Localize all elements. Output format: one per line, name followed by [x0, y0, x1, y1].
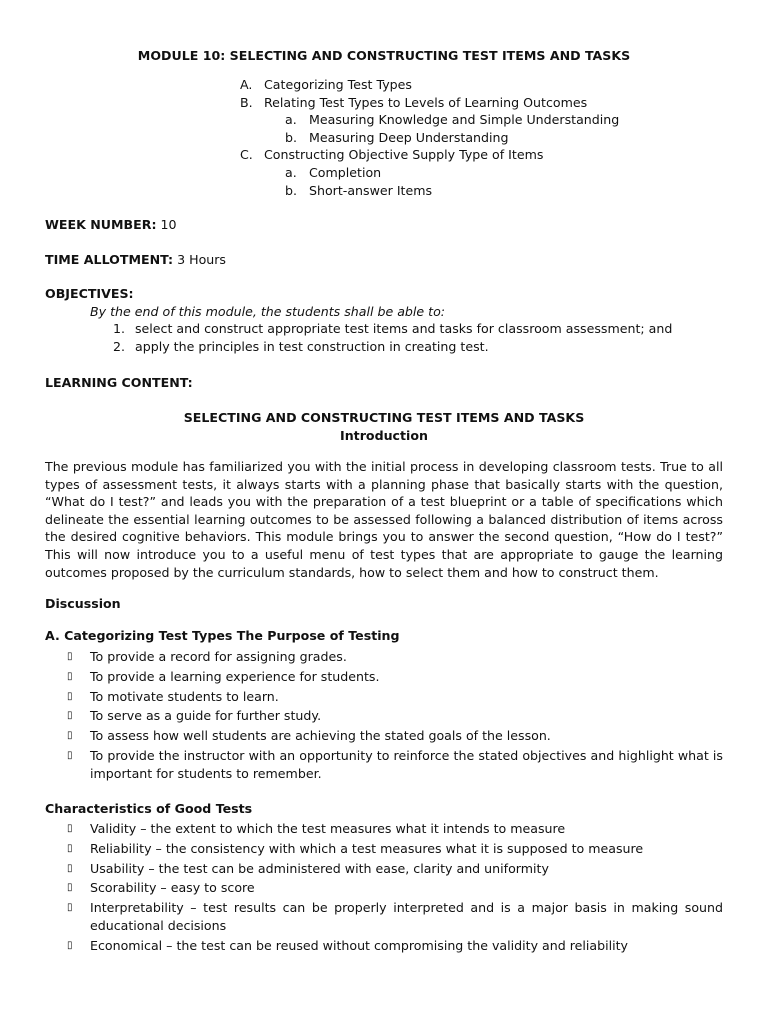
outline-item	[240, 94, 710, 112]
list-item-text: To provide the instructor with an opportunity to reinforce the stated objectives and highlight what is important for students to remember.	[90, 747, 723, 781]
outline-item	[240, 146, 710, 164]
outline-marker: b.	[285, 129, 297, 145]
bullet-icon: ▯	[67, 862, 73, 874]
bullet-icon: ▯	[67, 749, 73, 761]
objective-number: 2.	[113, 338, 126, 354]
outline-marker: a.	[285, 164, 297, 180]
outline-marker: b.	[285, 182, 297, 198]
list-item-text: Reliability – the consistency with which a test measures what it is supposed to measure	[90, 840, 644, 856]
bullet-icon: ▯	[67, 730, 73, 742]
list-item-text: To serve as a guide for further study.	[90, 708, 322, 724]
outline-text: Completion	[309, 164, 382, 180]
objective-number: 1.	[113, 321, 126, 337]
list-item-text: To provide a learning experience for students.	[90, 668, 380, 684]
list-item-text: Economical – the test can be reused without compromising the validity and reliability	[90, 937, 628, 953]
time-allotment-field	[45, 251, 226, 269]
discussion-heading: Discussion	[45, 596, 121, 611]
characteristics-heading: Characteristics of Good Tests	[45, 801, 253, 816]
bullet-icon: ▯	[67, 710, 73, 722]
outline-subitem	[285, 111, 710, 129]
list-item	[45, 899, 723, 934]
bullet-icon: ▯	[67, 670, 73, 682]
list-item	[45, 688, 723, 706]
list-item-text: To provide a record for assigning grades.	[90, 649, 347, 664]
outline-marker: B.	[240, 94, 253, 110]
learning-content-label: LEARNING CONTENT:	[45, 375, 193, 390]
bullet-icon: ▯	[67, 939, 73, 951]
bullet-icon: ▯	[67, 882, 73, 894]
week-number-label: WEEK NUMBER:	[45, 217, 157, 232]
list-item	[45, 727, 723, 745]
objective-item	[45, 320, 723, 338]
objective-text: apply the principles in test construction in creating test.	[135, 338, 489, 354]
time-allotment-label: TIME ALLOTMENT:	[45, 252, 174, 267]
module-title: MODULE 10: SELECTING AND CONSTRUCTING TEST ITEMS AND TASKS	[137, 48, 631, 63]
outline-text: Short-answer Items	[309, 182, 433, 198]
list-item	[45, 860, 723, 878]
list-item-text: Validity – the extent to which the test measures what it intends to measure	[90, 821, 566, 836]
outline-text: Measuring Knowledge and Simple Understanding	[309, 112, 620, 128]
list-item	[45, 937, 723, 955]
week-number-value: 10	[160, 217, 177, 232]
outline-text: Constructing Objective Supply Type of Items	[264, 147, 544, 163]
list-item	[45, 820, 723, 838]
list-item	[45, 668, 723, 686]
bullet-icon: ▯	[67, 902, 73, 914]
list-item	[45, 648, 723, 666]
section-title: SELECTING AND CONSTRUCTING TEST ITEMS AND TASKS	[183, 410, 585, 425]
outline-marker: C.	[240, 147, 253, 163]
objective-item	[45, 338, 723, 356]
characteristics-list	[45, 820, 723, 956]
section-title-block	[45, 409, 723, 444]
purpose-heading: A. Categorizing Test Types The Purpose of Testing	[45, 628, 400, 643]
purpose-list	[45, 648, 723, 784]
list-item-text: To motivate students to learn.	[90, 688, 279, 704]
outline-text: Categorizing Test Types	[264, 77, 412, 92]
objectives-section	[45, 285, 723, 355]
bullet-icon: ▯	[67, 690, 73, 702]
outline-text: Measuring Deep Understanding	[309, 129, 509, 145]
outline-item	[240, 76, 710, 94]
list-item-text: Scorability – easy to score	[90, 880, 255, 896]
outline-subitem	[285, 182, 710, 200]
outline-text: Relating Test Types to Levels of Learning Outcomes	[264, 94, 588, 110]
list-item	[45, 879, 723, 897]
objective-text: select and construct appropriate test items and tasks for classroom assessment; and	[135, 321, 673, 337]
outline-subitem	[285, 164, 710, 182]
bullet-icon: ▯	[67, 651, 73, 662]
week-number-field	[45, 216, 177, 234]
section-subtitle: Introduction	[340, 427, 428, 443]
outline-marker: A.	[240, 77, 253, 92]
objectives-label: OBJECTIVES:	[45, 286, 134, 301]
list-item-text: Interpretability – test results can be properly interpreted and is a major basis in making sound educational decisions	[90, 900, 723, 933]
list-item	[45, 747, 723, 782]
time-allotment-value: 3 Hours	[177, 252, 226, 267]
list-item-text: To assess how well students are achieving the stated goals of the lesson.	[90, 728, 551, 744]
introduction-paragraph: The previous module has familiarized you with the initial process in developing classroom tests. True to all types of assessment tests, it always starts with a planning phase that basically starts with the question, “What do I test?” and leads you with the preparation of a test blueprint or a table of specifications which delineate the essential learning outcomes to be assessed following a balanced distribution of items across the desired cognitive behaviors. This module brings you to answer the second question, “How do I test?” This will now introduce you to a useful menu of test types that are appropriate to gauge the learning outcomes proposed by the curriculum standards, how to select them and how to construct them.	[45, 459, 723, 580]
list-item-text: Usability – the test can be administered with ease, clarity and uniformity	[90, 860, 549, 876]
outline-subitem	[285, 129, 710, 147]
list-item	[45, 707, 723, 725]
objectives-intro: By the end of this module, the students shall be able to:	[90, 303, 446, 319]
outline-marker: a.	[285, 112, 297, 128]
list-item	[45, 840, 723, 858]
bullet-icon: ▯	[67, 823, 73, 834]
module-outline	[240, 76, 710, 199]
bullet-icon: ▯	[67, 842, 73, 854]
